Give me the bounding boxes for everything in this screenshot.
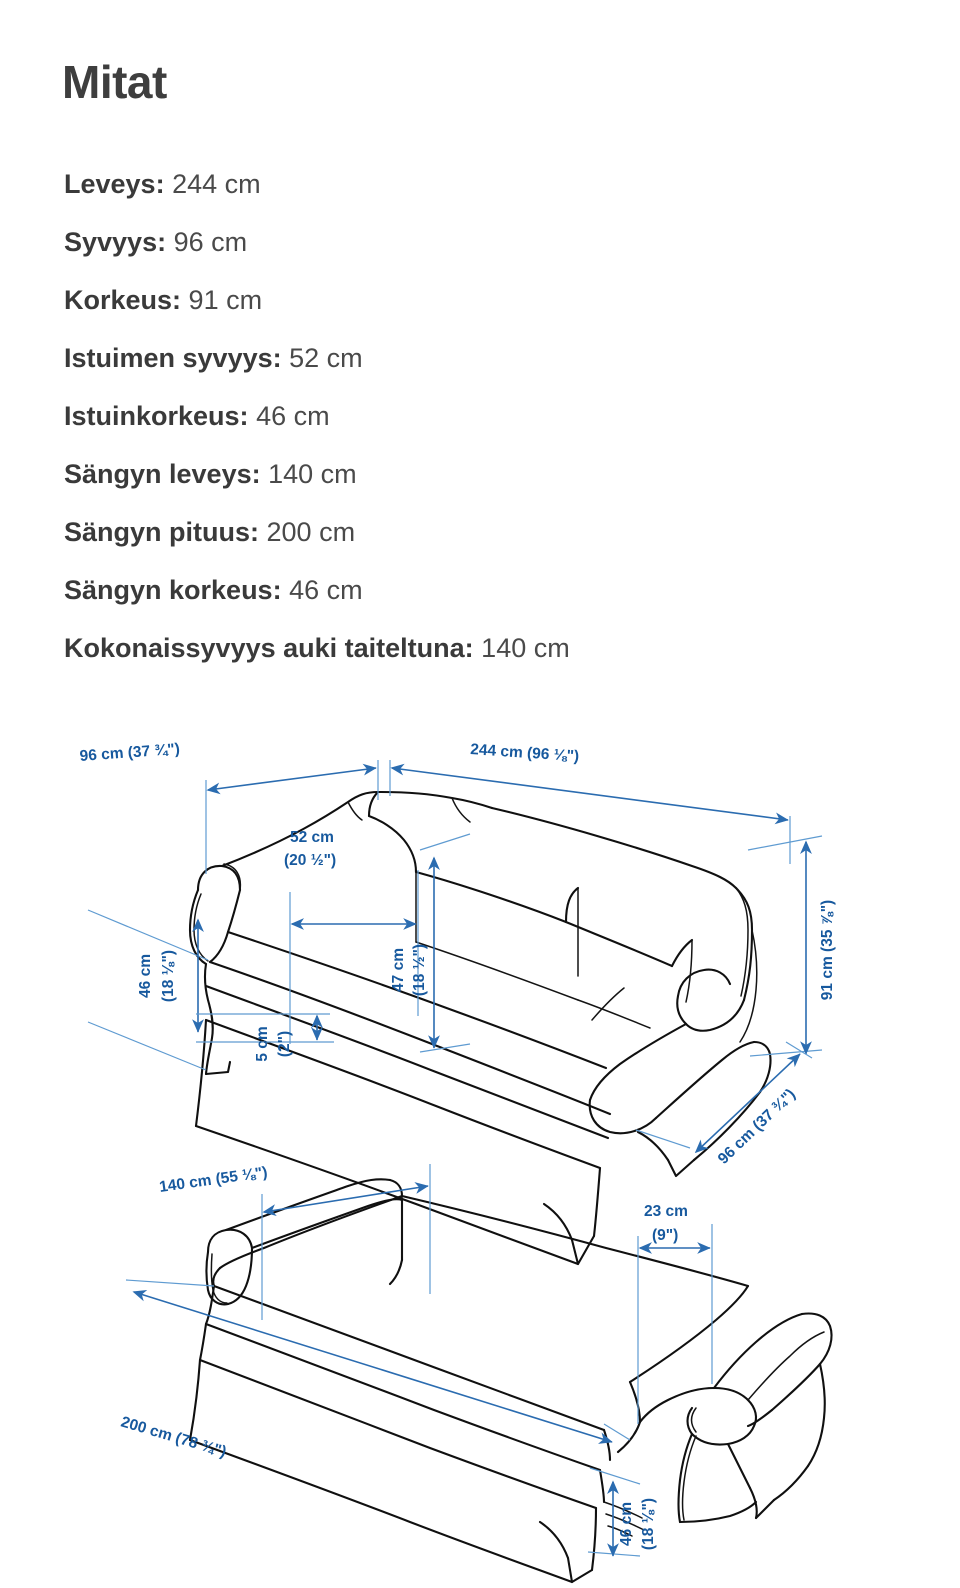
spec-row-depth [64,213,884,271]
spec-label: Kokonaissyvyys auki taiteltuna: [64,633,474,663]
spec-label: Istuinkorkeus: [64,401,249,431]
dim-sofa-width [390,741,790,864]
dim-label-sofa-clearance-in: (2") [276,1030,293,1058]
dim-label-sofa-depth-right: 96 cm (37 ¾") [714,1085,799,1168]
dim-label-bed-length: 200 cm (78 ¾") [118,1413,229,1461]
dim-label-sofa-seat-depth-in: (20 ½") [284,852,337,869]
dim-label-sofa-seat-depth: 52 cm [290,829,334,846]
dim-label-sofa-back-height: 47 cm [390,948,407,992]
spec-label: Sängyn korkeus: [64,575,282,605]
spec-row-seat-depth [64,329,884,387]
dim-sofa-seat-depth [284,829,418,1044]
spec-label: Sängyn pituus: [64,517,259,547]
spec-value: 140 cm [268,459,357,489]
spec-label: Istuimen syvyys: [64,343,282,373]
spec-value: 244 cm [172,169,261,199]
spec-row-total-depth-unfolded [64,619,884,677]
spec-row-bed-width [64,445,884,503]
dim-label-bed-height-in: (18 ⅛") [640,1497,657,1551]
spec-row-bed-height [64,561,884,619]
spec-value: 52 cm [289,343,363,373]
dim-sofa-total-height [748,836,836,1056]
dim-bed-width [158,1164,430,1320]
spec-value: 46 cm [256,401,330,431]
dim-sofa-clearance [196,1014,334,1062]
dim-bed-length [119,1280,630,1461]
spec-value: 46 cm [289,575,363,605]
dim-label-bed-arm-width: 23 cm [644,1203,688,1220]
dim-sofa-depth-right [636,1042,812,1168]
dim-bed-arm-width [638,1203,712,1424]
spec-row-seat-height [64,387,884,445]
spec-row-height [64,271,884,329]
spec-value: 140 cm [481,633,570,663]
spec-label: Syvyys: [64,227,167,257]
dim-label-sofa-depth-top: 96 cm (37 ¾") [79,740,181,765]
dim-label-bed-arm-width-in: (9") [652,1227,679,1244]
specification-list [64,155,884,677]
dimension-drawings [0,724,960,1588]
dim-label-sofa-seat-height-in: (18 ⅛") [160,949,177,1003]
spec-value: 96 cm [173,227,248,257]
dim-label-bed-width: 140 cm (55 ⅛") [158,1163,269,1196]
spec-label: Leveys: [64,169,165,199]
spec-row-bed-length [64,503,884,561]
spec-value: 200 cm [266,517,356,547]
page-title: Mitat [62,55,167,108]
spec-label: Sängyn leveys: [64,459,261,489]
dim-label-sofa-total-height: 91 cm (35 ⅞") [819,899,836,1001]
spec-row-width [64,155,884,213]
dim-label-sofa-seat-height: 46 cm [137,954,154,998]
dim-label-bed-height: 46 cm [618,1502,635,1546]
dim-label-sofa-clearance: 5 cm [254,1026,271,1062]
spec-label: Korkeus: [64,285,182,315]
dim-label-sofa-back-height-in: (18 ½") [411,943,428,997]
spec-value: 91 cm [188,285,263,315]
sofa-outline [190,792,771,1264]
dim-sofa-back-height [390,834,470,1052]
dim-label-sofa-width: 244 cm (96 ⅛") [469,741,580,766]
dim-bed-height [588,1468,657,1556]
